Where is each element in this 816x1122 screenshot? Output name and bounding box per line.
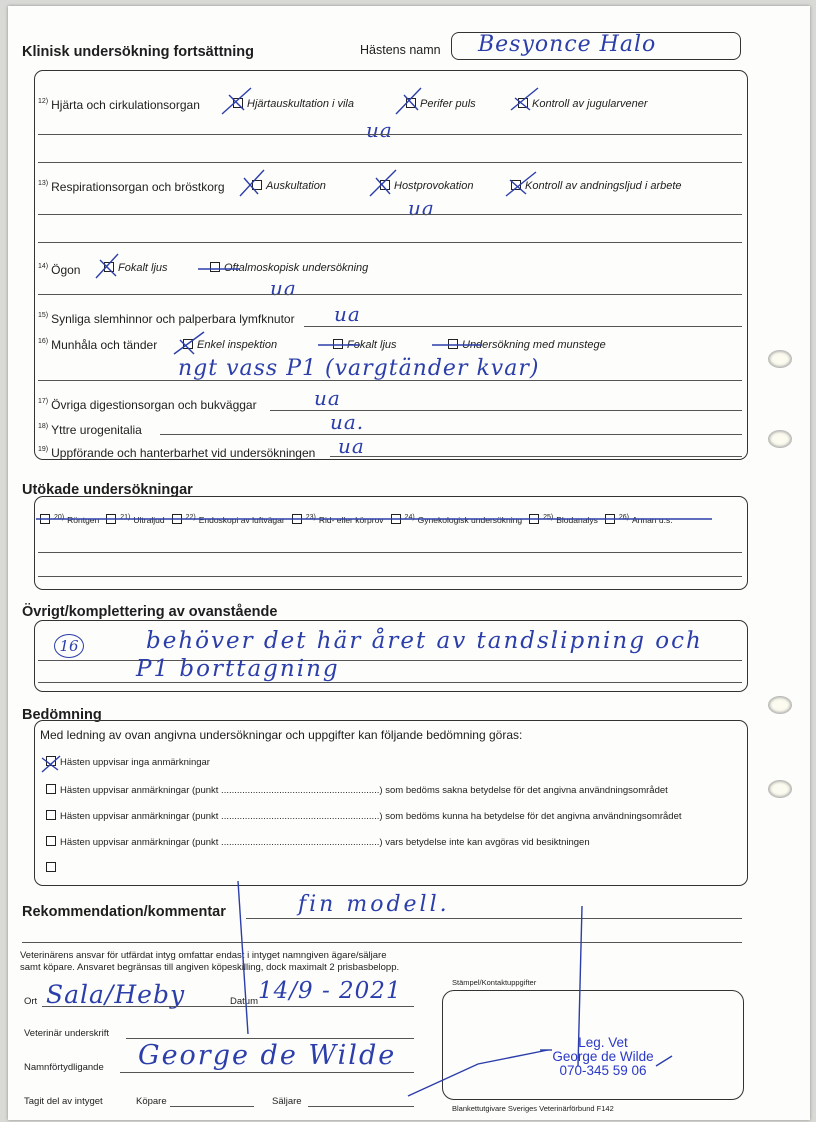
ophthalmoscopic-option[interactable]: Oftalmoskopisk undersökning bbox=[210, 262, 368, 274]
horse-name-label: Hästens namn bbox=[360, 43, 441, 57]
stamp-line-2: George de Wilde bbox=[552, 1049, 654, 1064]
row-18-note: ua. bbox=[330, 410, 365, 434]
row-19-note: ua bbox=[338, 434, 365, 458]
recommendation-title: Rekommendation/kommentar bbox=[22, 904, 226, 920]
exam-row-12: $^{12)}$ Hjärta och cirkulationsorgan bbox=[38, 98, 200, 112]
place-label: Ort bbox=[24, 996, 38, 1007]
extended-option-22[interactable]: $^{22)}$ Endoskopi av luftvägar bbox=[172, 515, 285, 525]
exam-row-17: $^{17)}$ Övriga digestionsorgan och bukväggar bbox=[38, 398, 257, 412]
other-line-2: P1 borttagning bbox=[136, 656, 340, 682]
exam-row-14: $^{14)}$ Ögon bbox=[38, 263, 81, 277]
extended-option-20[interactable]: $^{20)}$ Röntgen bbox=[40, 515, 99, 525]
page-title: Klinisk undersökning fortsättning bbox=[22, 44, 255, 60]
assessment-option-3[interactable]: Hästen uppvisar anmärkningar (punkt ............................................................) som bedöms kunna ha betydelse för det angivna användningsområdet bbox=[46, 810, 682, 822]
extended-option-24[interactable]: $^{24)}$ Gynekologisk undersökning bbox=[391, 515, 523, 525]
other-title: Övrigt/komplettering av ovanstående bbox=[22, 604, 278, 620]
auscultation-option[interactable]: Auskultation bbox=[252, 180, 326, 192]
extended-option-23[interactable]: $^{23)}$ Rid- eller körprov bbox=[292, 515, 384, 525]
place-value: Sala/Heby bbox=[46, 980, 186, 1009]
signature-label: Veterinär underskrift bbox=[24, 1028, 110, 1039]
disclaimer-line-2: samt köpare. Ansvaret begränsas till angiven köpeskilling, dock maximalt 2 prisbasbelopp. bbox=[20, 962, 400, 973]
date-label: Datum bbox=[230, 996, 258, 1007]
publisher-note: Blankettutgivare Sveriges Veterinärförbund F142 bbox=[452, 1104, 614, 1113]
disclaimer-line-1: Veterinärens ansvar för utfärdat intyg omfattar endast i intyget namngiven ägare/säljare bbox=[20, 950, 387, 961]
other-ref: 16 bbox=[54, 634, 84, 658]
cough-provocation-option[interactable]: Hostprovokation bbox=[380, 180, 474, 192]
exam-row-13: $^{13)}$ Respirationsorgan och bröstkorg bbox=[38, 180, 225, 194]
exam-row-19: $^{19)}$ Uppförande och hanterbarhet vid undersökningen bbox=[38, 446, 316, 460]
breathing-sounds-option[interactable]: Kontroll av andningsljud i arbete bbox=[511, 180, 682, 192]
assessment-option-2[interactable]: Hästen uppvisar anmärkningar (punkt ............................................................) som bedöms sakna betydelse för det angivna användningsområdet bbox=[46, 784, 668, 796]
jugular-check-option[interactable]: Kontroll av jugularvener bbox=[518, 98, 648, 110]
mouth-gag-option[interactable]: Undersökning med munstege bbox=[448, 339, 606, 351]
extended-option-26[interactable]: $^{26)}$ Annan u.s. bbox=[605, 515, 673, 525]
assessment-title: Bedömning bbox=[22, 707, 102, 723]
stamp-line-3: 070-345 59 06 bbox=[559, 1063, 647, 1078]
recommendation-value: fin modell. bbox=[298, 892, 450, 917]
stamp-line-1: Leg. Vet bbox=[578, 1035, 628, 1050]
assessment-option-4[interactable]: Hästen uppvisar anmärkningar (punkt ............................................................) vars betydelse inte kan avgöras vid besiktningen bbox=[46, 836, 590, 848]
row-13-note: ua bbox=[408, 196, 435, 220]
row-16-note: ngt vass P1 (vargtänder kvar) bbox=[178, 356, 540, 381]
extended-option-25[interactable]: $^{25)}$ Blodanalys bbox=[529, 515, 598, 525]
peripheral-pulse-option[interactable]: Perifer puls bbox=[406, 98, 476, 110]
form-page bbox=[8, 6, 810, 1120]
assessment-intro: Med ledning av ovan angivna undersökningar och uppgifter kan följande bedömning göras: bbox=[40, 728, 523, 742]
horse-name-value: Besyonce Halo bbox=[478, 32, 657, 57]
extended-option-21[interactable]: $^{21)}$ Ultraljud bbox=[106, 515, 164, 525]
date-value: 14/9 - 2021 bbox=[258, 978, 402, 1004]
exam-row-18: $^{18)}$ Yttre urogenitalia bbox=[38, 423, 142, 437]
simple-inspection-option[interactable]: Enkel inspektion bbox=[183, 339, 277, 351]
exam-row-16: $^{16)}$ Munhåla och tänder bbox=[38, 338, 158, 352]
stamp-label: Stämpel/Kontaktuppgifter bbox=[452, 978, 537, 987]
row-12-note: ua bbox=[366, 118, 393, 142]
row-15-note: ua bbox=[334, 302, 361, 326]
name-value: George de Wilde bbox=[138, 1040, 397, 1071]
row-14-note: ua bbox=[270, 276, 297, 300]
copy-label: Tagit del av intyget bbox=[24, 1096, 103, 1107]
heart-auscultation-option[interactable]: Hjärtauskultation i vila bbox=[233, 98, 354, 110]
buyer-label: Köpare bbox=[136, 1096, 167, 1107]
other-line-1: behöver det här året av tandslipning och bbox=[146, 628, 703, 654]
extended-title: Utökade undersökningar bbox=[22, 482, 193, 498]
assessment-option-1[interactable]: Hästen uppvisar inga anmärkningar bbox=[46, 756, 210, 768]
seller-label: Säljare bbox=[272, 1096, 302, 1107]
name-label: Namnförtydligande bbox=[24, 1062, 104, 1073]
focal-light-option-16[interactable]: Fokalt ljus bbox=[333, 339, 397, 351]
exam-row-15: $^{15)}$ Synliga slemhinnor och palperbara lymfknutor bbox=[38, 312, 295, 326]
pen-marks bbox=[8, 6, 810, 1120]
focal-light-option[interactable]: Fokalt ljus bbox=[104, 262, 168, 274]
row-17-note: ua bbox=[314, 386, 341, 410]
